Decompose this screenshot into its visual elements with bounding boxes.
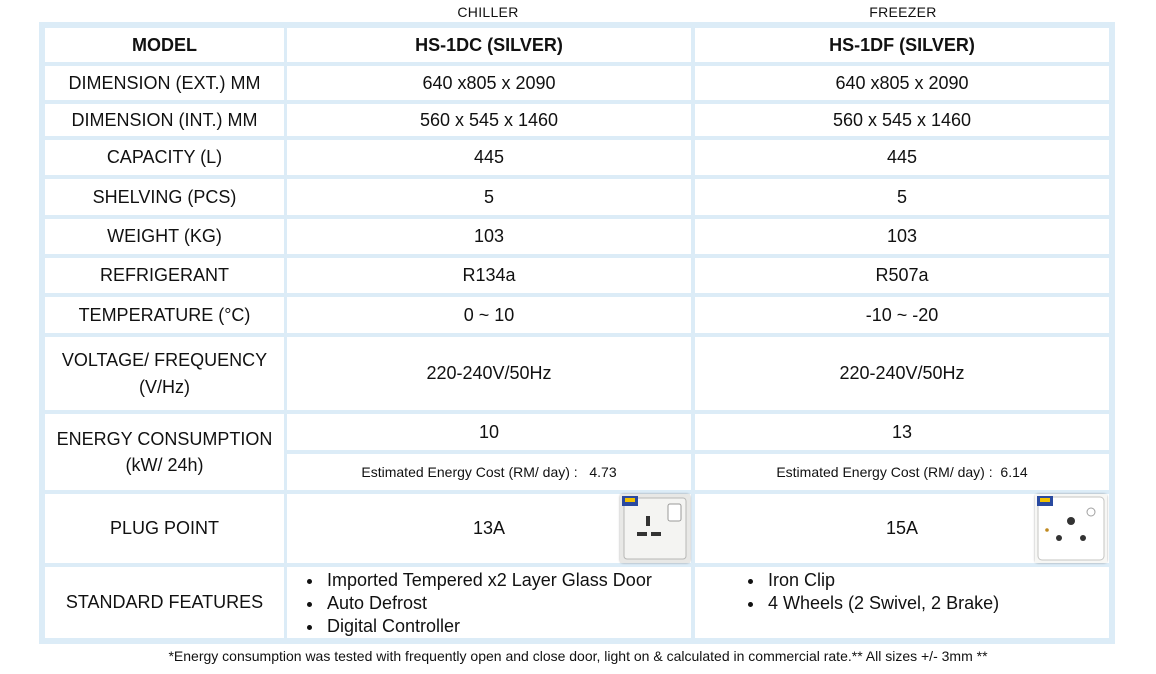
chiller-model: HS-1DC (SILVER) <box>287 28 691 62</box>
spec-table <box>39 22 1115 644</box>
chiller-energy: 10 <box>287 414 691 450</box>
row-label-dimension-int: DIMENSION (INT.) MM <box>45 104 284 136</box>
chiller-shelving: 5 <box>287 179 691 215</box>
chiller-dimension-int: 560 x 545 x 1460 <box>287 104 691 136</box>
row-label-shelving: SHELVING (PCS) <box>45 179 284 215</box>
row-label-plug: PLUG POINT <box>45 494 284 563</box>
freezer-weight: 103 <box>695 219 1109 254</box>
chiller-energy-cost <box>287 454 691 490</box>
list-item: Iron Clip <box>742 569 999 592</box>
chiller-features-cell <box>287 567 691 638</box>
chiller-energy-cost-value: 4.73 <box>589 463 617 480</box>
list-item: Digital Controller <box>301 615 652 638</box>
column-headers <box>0 4 1156 22</box>
chiller-capacity: 445 <box>287 140 691 175</box>
column-header-chiller: CHILLER <box>457 4 519 20</box>
freezer-capacity: 445 <box>695 140 1109 175</box>
row-label-voltage <box>45 337 284 410</box>
freezer-refrigerant: R507a <box>695 258 1109 293</box>
footnote: *Energy consumption was tested with frequently open and close door, light on & calculated in commercial rate.** All sizes +/- 3mm ** <box>168 648 988 664</box>
chiller-dimension-ext: 640 x805 x 2090 <box>287 66 691 100</box>
chiller-voltage: 220-240V/50Hz <box>287 337 691 410</box>
freezer-plug-rating: 15A <box>885 518 919 539</box>
3-pin-socket-icon <box>620 494 690 563</box>
row-label-refrigerant: REFRIGERANT <box>45 258 284 293</box>
row-label-features: STANDARD FEATURES <box>45 567 284 638</box>
freezer-features-cell <box>695 567 1109 638</box>
freezer-shelving: 5 <box>695 179 1109 215</box>
freezer-energy-cost-label: Estimated Energy Cost (RM/ day) : <box>776 463 993 480</box>
chiller-features-list <box>301 569 652 638</box>
freezer-model: HS-1DF (SILVER) <box>695 28 1109 62</box>
row-label-voltage-line2: (V/Hz) <box>139 376 190 397</box>
chiller-weight: 103 <box>287 219 691 254</box>
list-item: 4 Wheels (2 Swivel, 2 Brake) <box>742 592 999 615</box>
row-label-model: MODEL <box>45 28 284 62</box>
freezer-energy-cost-value: 6.14 <box>1000 463 1028 480</box>
chiller-plug-rating: 13A <box>472 518 506 539</box>
row-label-dimension-ext: DIMENSION (EXT.) MM <box>45 66 284 100</box>
freezer-temperature: -10 ~ -20 <box>695 297 1109 333</box>
row-label-capacity: CAPACITY (L) <box>45 140 284 175</box>
freezer-dimension-int: 560 x 545 x 1460 <box>695 104 1109 136</box>
freezer-voltage: 220-240V/50Hz <box>695 337 1109 410</box>
column-header-freezer: FREEZER <box>869 4 937 20</box>
freezer-energy-cost <box>695 454 1109 490</box>
freezer-features-list <box>742 569 999 615</box>
freezer-energy: 13 <box>695 414 1109 450</box>
row-label-energy-line2: (kW/ 24h) <box>125 455 204 475</box>
row-label-weight: WEIGHT (KG) <box>45 219 284 254</box>
row-label-energy <box>45 414 284 490</box>
list-item: Imported Tempered x2 Layer Glass Door <box>301 569 652 592</box>
chiller-energy-cost-label: Estimated Energy Cost (RM/ day) : <box>361 463 578 480</box>
chiller-temperature: 0 ~ 10 <box>287 297 691 333</box>
round-pin-socket-icon <box>1035 494 1107 563</box>
row-label-temperature: TEMPERATURE (°C) <box>45 297 284 333</box>
chiller-refrigerant: R134a <box>287 258 691 293</box>
freezer-dimension-ext: 640 x805 x 2090 <box>695 66 1109 100</box>
row-label-energy-line1: ENERGY CONSUMPTION <box>56 428 273 449</box>
row-label-voltage-line1: VOLTAGE/ FREQUENCY <box>61 350 268 371</box>
list-item: Auto Defrost <box>301 592 652 615</box>
